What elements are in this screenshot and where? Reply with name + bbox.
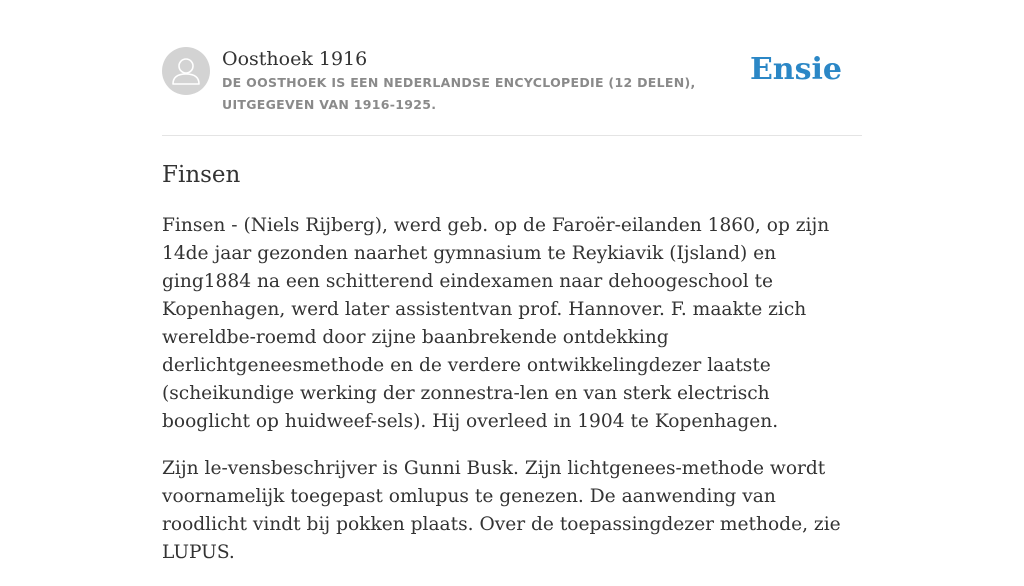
entry-paragraph: Zijn le-vensbeschrijver is Gunni Busk. Zijn lichtgenees-methode wordt voornamelijk toegepast omlupus te genezen. De aanwending van roodlicht vindt bij pokken plaats. Over de toepassingdezer methode, zie LUPUS.: [162, 458, 841, 563]
entry-body: [162, 212, 862, 586]
source-title[interactable]: Oosthoek 1916: [222, 48, 368, 70]
header-divider: [162, 135, 862, 136]
source-description: DE OOSTHOEK IS EEN NEDERLANDSE ENCYCLOPEDIE (12 DELEN), UITGEGEVEN VAN 1916-1925.: [222, 75, 696, 112]
source-header: [162, 47, 862, 117]
source-avatar[interactable]: [162, 47, 210, 95]
ensie-logo[interactable]: Ensie: [749, 52, 842, 87]
entry-paragraph: Finsen - (Niels Rijberg), werd geb. op de Faroër-eilanden 1860, op zijn 14de jaar gezonden naarhet gymnasium te Reykiavik (Ijsland) en ging1884 na een schitterend eindexamen naar dehoogeschool te Kopenhagen, werd later assistentvan prof. Hannover. F. maakte zich wereldbe-roemd door zijne baanbrekende ontdekking derlichtgeneesmethode en de verdere ontwikkelingdezer laatste (scheikundige werking der zonnestra-len en van sterk electrisch booglicht op huidweef-sels). Hij overleed in 1904 te Kopenhagen.: [162, 215, 830, 432]
user-icon: [162, 47, 210, 95]
page-container: [162, 0, 862, 563]
entry-title: Finsen: [162, 162, 241, 188]
